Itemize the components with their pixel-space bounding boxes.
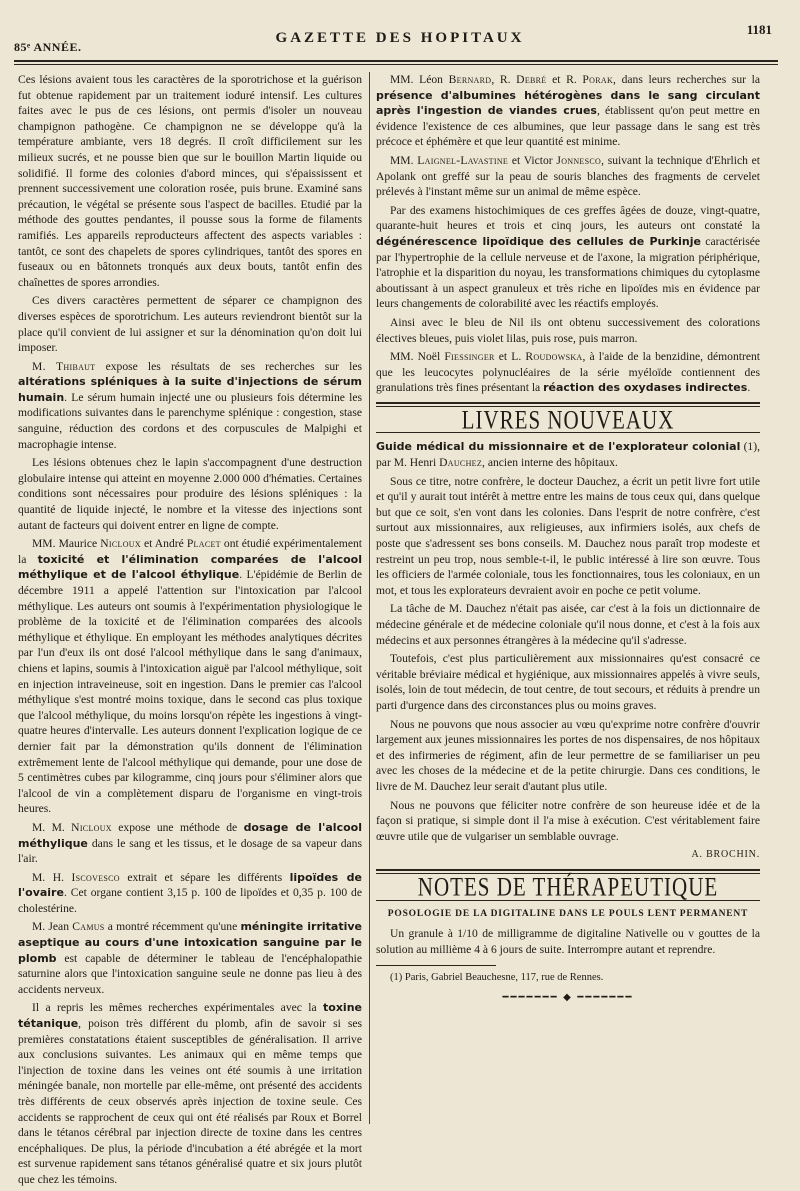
text-run: , ancien interne des hôpitaux. <box>482 456 618 470</box>
ornament-divider: ━━━━━━━ ◆ ━━━━━━━ <box>502 991 634 1003</box>
section-rule <box>376 869 760 871</box>
paragraph: Un granule à 1/10 de milligramme de digitaline Nativelle ou v gouttes de la solution au millième 4 à 6 jours de suite. Interrompre autant et reprendre. <box>376 927 760 956</box>
paragraph <box>376 153 760 200</box>
section-rule <box>376 402 760 404</box>
author-name: Iscovesco <box>71 870 120 884</box>
text-run: MM. Maurice <box>32 537 101 551</box>
paragraph: Ainsi avec le bleu de Nil ils ont obtenu successivement des colorations électives bleues, puis violet lilas, puis rose, puis marron. <box>376 315 760 345</box>
text-run: , par M. Henri <box>376 440 761 470</box>
paragraph: Nous ne pouvons que nous associer au vœu qu'exprime notre confrère d'ouvrir largement aux jeunes missionnaires les portes de nos dispensaires, de nos hôpitaux et des infirmeries de régiment, afin de leur permettre de se familiariser un peu avec les choses de la médecine et de la petite chirurgie. Dans ces conditions, le livre de M. Dauchez leur serait d'autant plus utile. <box>376 717 760 793</box>
footnote-rule <box>376 965 496 966</box>
author-name: Placet <box>186 537 221 551</box>
text-run: Par des examens histochimiques de ces greffes âgées de douze, vingt-quatre, quarante-huit heures et trois et cinq jours, les auteurs ont constaté la <box>376 203 760 233</box>
header-rule <box>14 60 778 62</box>
book-title: Guide médical du missionnaire et de l'explorateur colonial <box>376 440 741 454</box>
text-run: , dans leurs recherches sur la <box>613 73 761 86</box>
author-name: Roudowska <box>525 350 583 364</box>
bold-topic: altérations spléniques à la suite d'injections de sérum humain <box>18 375 362 404</box>
paragraph: Ces lésions avaient tous les caractères de la sporotrichose et la guérison fut obtenue rapidement par un traitement ioduré intensif. Les cultures faites avec le pus de ces lésions, ont permis d'isoler un nouveau champignon pathogène. Ce champignon ne se développe qu'à la température ambiante, vers 18 degrés. Il croît difficilement sur les milieux sucrés, et ne pousse bien que sur le bouillon Martin liquide ou solidifié. Il forme des colonies d'abord minces, qui s'épaississent et prennent successivement une coloration rosée, puis brune. Examiné sans précaution, le végétal se présente sous l'aspect de bacilles. Etudié par la méthode des gouttes pendantes, il pousse sous la forme de filaments ramifiés. Les appareils reproducteurs affectent des aspects variables : tantôt, ce sont des chapelets de spores cylindriques, tantôt des spores en fuseaux ou en bâtonnets tronqués aux deux bouts, tantôt enfin des chaînettes de spores arrondies. <box>18 73 362 289</box>
author-name: Dauchez <box>439 456 483 470</box>
text-run: M. H. <box>32 870 72 884</box>
text-run: . Le sérum humain injecté une ou plusieurs fois détermine les modifications suivantes dans le parenchyme splénique : congestion, stase sanguine, réduction des cordons et des corpuscules de Malpighi et macrophagie intense. <box>18 390 362 451</box>
bold-topic: dégénérescence lipoïdique des cellules de Purkinje <box>376 234 701 248</box>
section-livres-nouveaux <box>376 402 760 434</box>
text-run: MM. Léon <box>390 73 449 86</box>
text-run: dans le sang et les tissus, et le dosage de sa vapeur dans l'air. <box>18 836 362 866</box>
text-run: et L. <box>494 350 526 364</box>
author-name: Jonnesco <box>556 153 602 167</box>
footnote: (1) Paris, Gabriel Beauchesne, 117, rue de Rennes. <box>390 972 604 984</box>
review-signature: A. BROCHIN. <box>691 849 760 861</box>
paragraph <box>18 870 362 917</box>
paragraph <box>18 536 362 817</box>
text-run: et André <box>140 537 187 551</box>
author-name: Bernard <box>448 73 492 86</box>
paragraph <box>18 1000 362 1187</box>
author-name: Nicloux <box>100 537 141 551</box>
bold-topic: méningite irritative aseptique au cours d'une intoxication sanguine par le plomb <box>18 920 363 965</box>
book-citation <box>376 439 760 470</box>
text-run: MM. Noël <box>390 350 445 364</box>
paragraph <box>376 349 760 396</box>
header-rule-thin <box>14 64 778 65</box>
bold-topic: toxine tétanique <box>18 1001 362 1031</box>
text-run: expose une méthode de <box>111 820 244 834</box>
author-name: Fiessinger <box>444 350 495 364</box>
text-run: caractérisée par l'hypertrophie de la cellule nerveuse et de l'axone, la migration périphérique, l'atrophie et la disparition du noyau, les transformations chimiques du cytoplasme aboutissant à un aspect granuleux et très riche en lipoïdes mis en évidence par leurs changements de colorabilité avec les réactifs employés. <box>376 234 760 311</box>
column-divider <box>369 72 370 1124</box>
author-name: Porak <box>582 73 614 86</box>
bold-topic: dosage de l'alcool méthylique <box>18 820 362 850</box>
bold-topic: présence d'albumines hétérogènes dans le sang circulant après l'ingestion de viandes crues <box>376 88 760 118</box>
text-run: M. Jean <box>32 920 73 934</box>
edition-label: 85ᵉ ANNÉE. <box>14 40 82 54</box>
text-run: M. M. <box>32 820 72 834</box>
text-run: , poison très différent du plomb, afin de savoir si ses premières constatations étaient susceptibles de généralisation. Il arrive aux conclusions suivantes. Les animaux qui en même temps que l'injection de toxine dans les veines ont été soumis à une irritation méningée banale, non mortelle par elle-même, ont présenté des accidents très différents de ceux observés après injection de toxine seule. Ces accidents se rapprochent de ceux qui ont été réalisés par Roux et Borrel dans le tétanos cérébral par injection directe de toxine dans les centres encéphaliques. De plus, la période d'incubation a été abrégée et la mort est survenue rapidement sans tétanos généralisé quatre et six jours plutôt que chez les témoins. <box>18 1017 362 1186</box>
text-run: extrait et sépare les différents <box>119 870 290 884</box>
paragraph <box>18 919 362 997</box>
bold-topic: toxicité et l'élimination comparées de l'alcool méthylique et de l'alcool éthylique <box>18 552 362 582</box>
bold-topic: lipoïdes de l'ovaire <box>18 870 362 900</box>
paragraph: Toutefois, c'est plus particulièrement aux missionnaires qu'est consacré ce véritable bréviaire médical et hygiénique, aux missionnaires appelés à vivre seuls, isolés, loin de tout médecin, de tout centre, de tout secours, et réduits à prendre un parti d'urgence dans des circonstances plus ou moins graves. <box>376 652 760 712</box>
paragraph <box>376 72 760 150</box>
text-run: et R. <box>546 73 583 86</box>
text-run: est capable de déterminer le tableau de l'encéphalopathie saturnine alors que l'intoxication sanguine seule ne donne pas lieu à des accidents nerveux. <box>18 951 362 996</box>
text-run: expose les résultats de ses recherches sur les <box>95 359 362 373</box>
author-name: Camus <box>72 920 105 934</box>
paragraph <box>18 359 362 453</box>
author-name: Laignel-Lavastine <box>417 153 509 167</box>
paragraph: Nous ne pouvons que féliciter notre confrère de son heureuse idée et de la façon si pratique, si simple dont il l'a mise à exécution. C'est véritablement faire œuvre utile que de vulgariser un semblable ouvrage. <box>376 798 760 843</box>
journal-title: GAZETTE DES HOPITAUX <box>275 30 525 46</box>
text-run: , suivant la technique d'Ehrlich et Apolank ont greffé sur la peau de souris blanches des fragments de cervelet prélevés à l'instant même sur un animal de même espèce. <box>376 153 760 199</box>
text-run: MM. <box>390 153 418 167</box>
author-name: Nicloux <box>71 820 112 834</box>
text-run: et Victor <box>508 153 557 167</box>
bold-topic: réaction des oxydases indirectes <box>543 381 748 395</box>
author-name: M. Thibaut <box>32 359 96 373</box>
text-run: ont étudié expérimentalement la <box>18 537 362 566</box>
paragraph <box>376 203 760 312</box>
paragraph: Les lésions obtenues chez le lapin s'accompagnent d'une destruction globulaire intense qui atteint en moyenne 2.000 000 d'hématies. Certaines conditions sont nécessaires pour produire des lésions spléniques : la quantité de liquide injecté, le nombre et la vitesse des injections sont autant de facteurs qui doivent entrer en ligne de compte. <box>18 456 362 532</box>
text-run: a montré récemment qu'une <box>104 920 241 934</box>
right-column <box>376 72 760 1005</box>
section-title: NOTES DE THÉRAPEUTIQUE <box>417 871 719 902</box>
section-title: LIVRES NOUVEAUX <box>461 404 675 435</box>
posologie-heading: POSOLOGIE DE LA DIGITALINE DANS LE POULS LENT PERMANENT <box>387 908 749 919</box>
paragraph: La tâche de M. Dauchez n'était pas aisée, car c'est à la fois un dictionnaire de médecine générale et de médecine coloniale qu'il nous donne, et c'est à la fois aux médecins et aux personnes étrangères à la médecine qu'il s'adresse. <box>376 602 760 647</box>
paragraph <box>18 820 362 867</box>
text-run: Il a repris les mêmes recherches expérimentales avec la <box>32 1001 324 1015</box>
text-run: , établissent qu'on peut mettre en évidence l'existence de ces albumines, que leur passage dans le sang est très précoce et éphémère et que leur quantité est minime. <box>376 104 760 149</box>
footnote-ref: (1) <box>740 440 758 454</box>
left-column <box>18 72 362 1191</box>
text-run: . L'épidémie de Berlin de décembre 1911 a appelé l'attention sur l'intoxication par l'alcool méthylique. Les auteurs ont soumis à l'expérimentation physiologique le problème de la toxicité et de l'élimination comparées des alcools méthylique et éthylique. En employant les méthodes analytiques décrites par l'un d'eux ils ont dosé l'alcool méthylique dans le sang d'animaux, chiens et lapins, soumis à l'intoxication aiguë par l'alcool méthylique, soit en injection intraveineuse, soit en ingestion. Dans le premier cas l'alcool méthylique s'est montré moins toxique, dans le second cas plus toxique que l'alcool méthylique, du moins lorsqu'on répète les ingestions à vingt-quatre heures d'intervalle. Les auteurs donnent l'explication logique de ce dernier fait par la démonstration qu'ils donnent de l'élimination extrêmement lente de l'alcool méthylique qui demande, pour une dose de 5 centimètres cubes par kilogramme, cinq jours pour s'éliminer alors que l'alcool de vin a complètement disparu de l'organisme en vingt-trois heures. <box>18 568 362 816</box>
text-run: . Cet organe contient 3,15 p. 100 de lipoïdes et 0,35 p. 100 de cholestérine. <box>18 886 362 915</box>
paragraph: Ces divers caractères permettent de séparer ce champignon des diverses espèces de sporotrichum. Les auteurs reviendront bientôt sur la place qu'il convient de lui assigner et sur la dénomination qu'on doit lui imposer. <box>18 294 362 355</box>
section-notes-therapeutique <box>376 869 760 901</box>
author-name: Debré <box>516 73 547 86</box>
text-run: , R. <box>491 73 517 86</box>
page-number: 1181 <box>746 22 772 37</box>
text-run: . <box>747 381 751 395</box>
paragraph: Sous ce titre, notre confrère, le docteur Dauchez, a écrit un petit livre fort utile et qu'il y aurait tout intérêt à mettre entre les mains de tous ceux qui, dans quelque but que ce soit, s'en vont dans les colonies. Dans l'esprit de notre confrère, c'est surtout aux missionnaires, aux religieuses, aux infirmiers isolés, aux chefs de poste que s'adressent ses bons conseils. M. Dauchez nous paraît trop modeste et restreint un peu trop, nous semble-t-il, le public intéressé à lire son œuvre. Tous les officiers de l'armée coloniale, tous les fonctionnaires, tous les coloniaux, en un mot, et tous les explorateurs devraient avoir en poche ce petit volume. <box>376 474 760 597</box>
text-run: , à l'aide de la benzidine, démontrent que les leucocytes polynucléaires de la série myéloïde contiennent des granulations très fines présentant la <box>376 350 760 395</box>
